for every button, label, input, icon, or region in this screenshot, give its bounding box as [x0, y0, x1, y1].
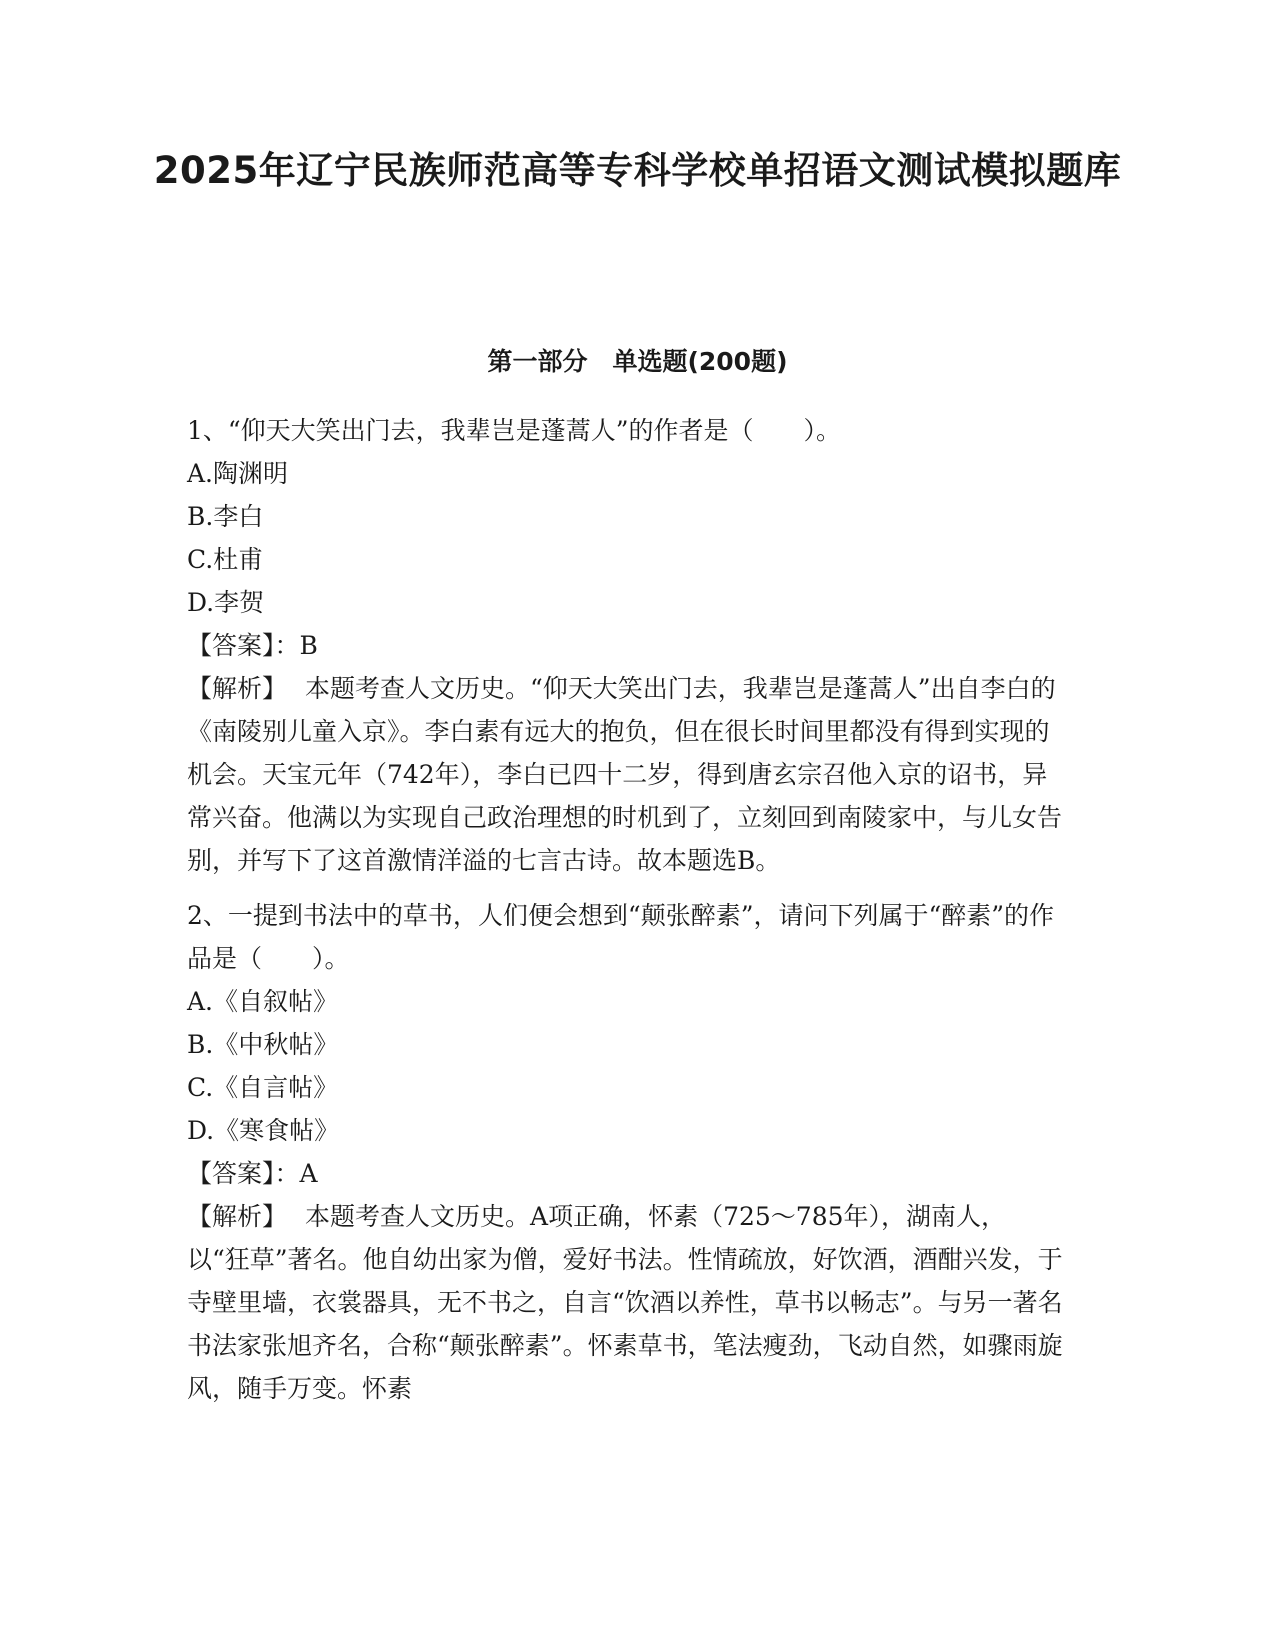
- question-stem: 1、“仰天大笑出门去，我辈岂是蓬蒿人”的作者是（ ）。: [187, 416, 841, 445]
- analysis-paragraph: [187, 667, 1067, 882]
- option-d: D.《寒食帖》: [187, 1116, 340, 1145]
- answer-value: B: [299, 631, 318, 660]
- option-b: B.李白: [187, 502, 264, 531]
- option-b: B.《中秋帖》: [187, 1030, 339, 1059]
- analysis-text: 本题考查人文历史。“仰天大笑出门去，我辈岂是蓬蒿人”出自李白的《南陵别儿童入京》。李白素有远大的抱负，但在很长时间里都没有得到实现的机会。天宝元年（742年），李白已四十二岁，得到唐玄宗召他入京的诏书，异常兴奋。他满以为实现自己政治理想的时机到了，立刻回到南陵家中，与儿女告别，并写下了这首激情洋溢的七言古诗。故本题选B。: [187, 674, 1063, 875]
- question-stem: 2、一提到书法中的草书，人们便会想到“颠张醉素”，请问下列属于“醉素”的作品是（ ）。: [187, 901, 1055, 973]
- answer-line: [187, 1152, 1067, 1195]
- question-list: [187, 409, 1067, 1410]
- analysis-text: 本题考查人文历史。A项正确，怀素（725～785年），湖南人，以“狂草”著名。他自幼出家为僧，爱好书法。性情疏放，好饮酒，酒酣兴发，于寺壁里墙，衣裳器具，无不书之，自言“饮酒以养性，草书以畅志”。与另一著名书法家张旭齐名，合称“颠张醉素”。怀素草书，笔法瘦劲，飞动自然，如骤雨旋风，随手万变。怀素: [187, 1202, 1063, 1403]
- option-c: C.杜甫: [187, 545, 264, 574]
- document-title: 2025年辽宁民族师范高等专科学校单招语文测试模拟题库: [153, 149, 1122, 192]
- analysis-paragraph: [187, 1195, 1067, 1410]
- answer-line: [187, 624, 1067, 667]
- analysis-label: 【解析】: [187, 1202, 288, 1231]
- answer-label: 【答案】：: [187, 1159, 300, 1188]
- analysis-label: 【解析】: [187, 674, 288, 703]
- option-a: A.陶渊明: [187, 459, 289, 488]
- section-heading: 第一部分 单选题(200题): [487, 347, 788, 376]
- option-c: C.《自言帖》: [187, 1073, 339, 1102]
- question-item: [187, 894, 1067, 1410]
- option-d: D.李贺: [187, 588, 265, 617]
- answer-label: 【答案】：: [187, 631, 300, 660]
- option-a: A.《自叙帖》: [187, 987, 339, 1016]
- question-item: [187, 409, 1067, 882]
- answer-value: A: [299, 1159, 318, 1188]
